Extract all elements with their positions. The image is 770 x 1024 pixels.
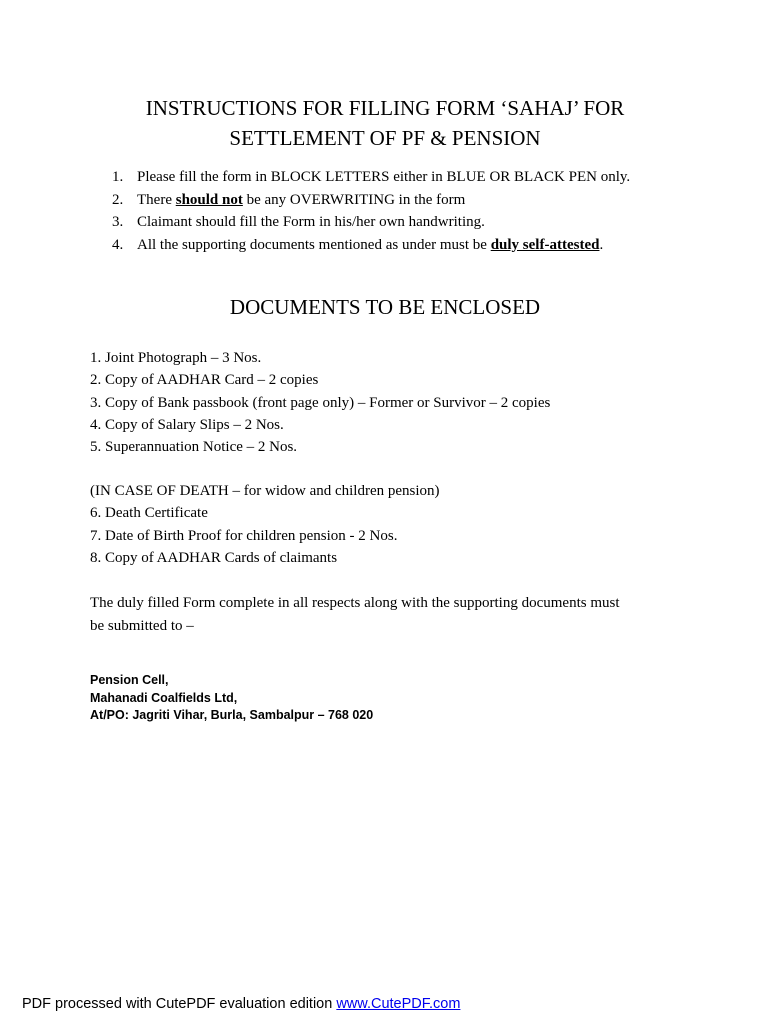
death-case-note: (IN CASE OF DEATH – for widow and children pension)	[90, 483, 440, 499]
submission-line-2: be submitted to –	[90, 617, 194, 634]
instruction-item	[112, 189, 630, 212]
submission-line-1: The duly filled Form complete in all respects along with the supporting documents must	[90, 595, 620, 611]
instruction-item	[112, 211, 630, 234]
submission-paragraph	[90, 592, 690, 637]
document-item: 1. Joint Photograph – 3 Nos.	[90, 350, 262, 366]
document-item: 5. Superannuation Notice – 2 Nos.	[90, 439, 298, 456]
footer-watermark	[22, 996, 460, 1012]
documents-list	[90, 347, 550, 458]
page-title-line-1: INSTRUCTIONS FOR FILLING FORM ‘SAHAJ’ FOR	[145, 96, 625, 120]
footer-text: PDF processed with CutePDF evaluation edition	[22, 996, 337, 1012]
instruction-emphasis: should not	[175, 191, 243, 208]
document-item: 6. Death Certificate	[90, 505, 208, 522]
document-item: 8. Copy of AADHAR Cards of claimants	[90, 549, 338, 566]
documents-heading: DOCUMENTS TO BE ENCLOSED	[229, 295, 541, 319]
address-block	[90, 672, 373, 725]
instruction-text: Claimant should fill the Form in his/her own handwriting.	[137, 214, 485, 230]
instruction-emphasis: duly self-attested	[490, 236, 600, 253]
instruction-number: 1.	[112, 169, 124, 185]
instruction-text-tail: .	[599, 236, 604, 253]
page-title-line-2: SETTLEMENT OF PF & PENSION	[229, 126, 541, 150]
address-line-1: Pension Cell,	[90, 673, 169, 687]
instruction-number: 4.	[112, 236, 124, 253]
instruction-text-tail: be any OVERWRITING in the form	[242, 191, 466, 208]
instruction-item	[112, 166, 630, 189]
document-item: 7. Date of Birth Proof for children pension - 2 Nos.	[90, 527, 398, 544]
cutepdf-link[interactable]: www.CutePDF.com	[336, 996, 461, 1012]
instruction-number: 2.	[112, 191, 124, 208]
document-item: 4. Copy of Salary Slips – 2 Nos.	[90, 416, 284, 433]
address-line-3: At/PO: Jagriti Vihar, Burla, Sambalpur – 768 020	[90, 708, 374, 722]
instruction-item	[112, 234, 630, 257]
instruction-text: Please fill the form in BLOCK LETTERS either in BLUE OR BLACK PEN only.	[137, 169, 631, 185]
address-line-2: Mahanadi Coalfields Ltd,	[90, 690, 238, 705]
instruction-number: 3.	[112, 214, 124, 230]
death-documents-list	[90, 480, 440, 569]
instruction-text: All the supporting documents mentioned as under must be	[137, 236, 491, 253]
instructions-list	[112, 166, 630, 256]
instruction-text: There	[137, 191, 176, 208]
document-item: 3. Copy of Bank passbook (front page only) – Former or Survivor – 2 copies	[90, 394, 551, 411]
document-item: 2. Copy of AADHAR Card – 2 copies	[90, 372, 319, 389]
